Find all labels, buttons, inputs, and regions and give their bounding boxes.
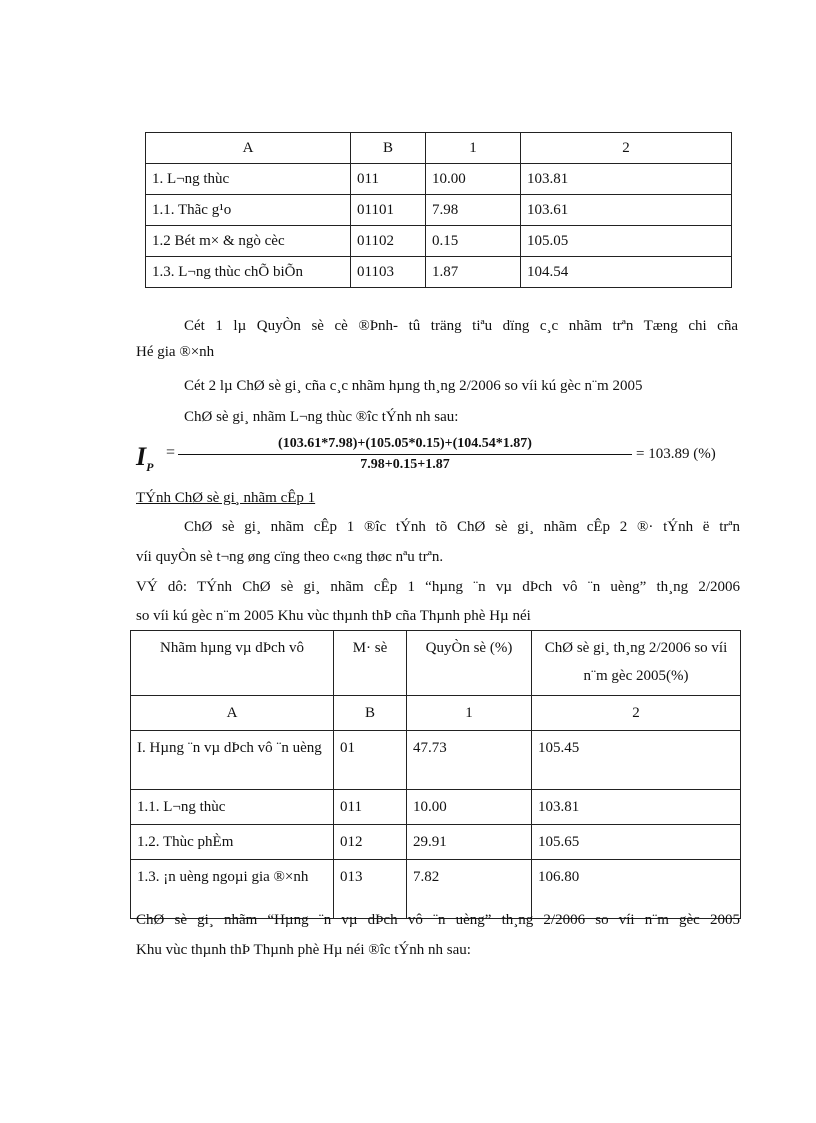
table-row: [146, 164, 732, 195]
formula-denominator: 7.98+0.15+1.87: [360, 457, 450, 472]
table-header-row: [131, 631, 741, 696]
paragraph-line: VÝ dô: TÝnh ChØ sè gi¸ nhãm cÊp 1 “hµng ¨n vµ dÞch vô ¨n uèng” th¸ng 2/2006: [136, 579, 740, 595]
header-cell: B: [334, 696, 407, 731]
equals-sign: =: [166, 444, 176, 461]
table-row: [146, 195, 732, 226]
table-cell: 106.80: [532, 860, 741, 919]
table-row: [146, 257, 732, 288]
header-cell: A: [146, 133, 351, 164]
table-cell: 1.3. ¡n uèng ngoµi gia ®×nh: [131, 860, 334, 919]
header-cell: 2: [532, 696, 741, 731]
table-cell: 011: [334, 790, 407, 825]
table-row: [146, 226, 732, 257]
table-cell: 013: [334, 860, 407, 919]
table-cell: 1.3. L¬ng thùc chÕ biÕn: [146, 257, 351, 288]
table-cell: 10.00: [426, 164, 521, 195]
table-cell: 103.81: [532, 790, 741, 825]
paragraph-line: Hé gia ®×nh: [136, 344, 215, 360]
table-cell: 47.73: [407, 731, 532, 790]
header-cell: B: [351, 133, 426, 164]
header-cell: M· sè: [334, 631, 407, 696]
header-cell: ChØ sè gi¸ th¸ng 2/2006 so víi n¨m gèc 2005(%): [532, 631, 741, 696]
table-cell: 29.91: [407, 825, 532, 860]
formula-result: = 103.89 (%): [636, 446, 716, 462]
paragraph-line: víi quyÒn sè t¬ng øng cïng theo c«ng thøc nªu trªn.: [136, 549, 444, 565]
table-cell: 01103: [351, 257, 426, 288]
header-cell: A: [131, 696, 334, 731]
table-cell: I. Hµng ¨n vµ dÞch vô ¨n uèng: [131, 731, 334, 790]
table-cell: 7.98: [426, 195, 521, 226]
table-cell: 01: [334, 731, 407, 790]
table-cell: 105.65: [532, 825, 741, 860]
table-cell: 105.05: [521, 226, 732, 257]
table-cell: 7.82: [407, 860, 532, 919]
paragraph-line: Khu vùc thµnh thÞ Thµnh phè Hµ néi ®îc tÝnh nh sau:: [136, 942, 471, 958]
table-row: [131, 790, 741, 825]
table-cell: 0.15: [426, 226, 521, 257]
table-cell: 01102: [351, 226, 426, 257]
table-subheader-row: [131, 696, 741, 731]
header-cell: 2: [521, 133, 732, 164]
price-index-table-grain: [145, 132, 732, 288]
table-cell: 1.87: [426, 257, 521, 288]
formula-numerator: (103.61*7.98)+(105.05*0.15)+(104.54*1.87): [178, 436, 632, 455]
header-cell: Nhãm hµng vµ dÞch vô: [131, 631, 334, 696]
paragraph-line: so víi kú gèc n¨m 2005 Khu vùc thµnh thÞ cña Thµnh phè Hµ néi: [136, 608, 531, 624]
paragraph-line: ChØ sè gi¸ nhãm cÊp 1 ®îc tÝnh tõ ChØ sè gi¸ nhãm cÊp 2 ®· tÝnh ë trªn: [184, 519, 740, 535]
table-row: [131, 731, 741, 790]
table-cell: 103.81: [521, 164, 732, 195]
paragraph-line: ChØ sè gi¸ nhãm L¬ng thùc ®îc tÝnh nh sau:: [184, 409, 459, 425]
table-cell: 104.54: [521, 257, 732, 288]
table-cell: 103.61: [521, 195, 732, 226]
table-cell: 1. L¬ng thùc: [146, 164, 351, 195]
table-cell: 011: [351, 164, 426, 195]
table-cell: 1.2 Bét m× & ngò cèc: [146, 226, 351, 257]
paragraph-line: Cét 2 lµ ChØ sè gi¸ cña c¸c nhãm hµng th¸ng 2/2006 so víi kú gèc n¨m 2005: [184, 378, 643, 394]
table-cell: 105.45: [532, 731, 741, 790]
table-cell: 1.2. Thùc phÈm: [131, 825, 334, 860]
header-cell: QuyÒn sè (%): [407, 631, 532, 696]
paragraph-line: ChØ sè gi¸ nhãm “Hµng ¨n vµ dÞch vô ¨n uèng” th¸ng 2/2006 so víi n¨m gèc 2005: [136, 912, 740, 928]
table-header-row: [146, 133, 732, 164]
header-cell: 1: [407, 696, 532, 731]
table-row: [131, 825, 741, 860]
header-cell: 1: [426, 133, 521, 164]
formula-lhs: $I_P$: [136, 442, 154, 475]
formula-fraction: [178, 436, 632, 473]
table-cell: 1.1. L¬ng thùc: [131, 790, 334, 825]
paragraph-line: Cét 1 lµ QuyÒn sè cè ®Þnh- tû träng tiªu dïng c¸c nhãm trªn Tæng chi cña: [184, 318, 738, 334]
price-index-formula: [136, 436, 736, 480]
table-cell: 012: [334, 825, 407, 860]
table-cell: 01101: [351, 195, 426, 226]
section-heading: TÝnh ChØ sè gi¸ nhãm cÊp 1: [136, 490, 316, 506]
table-cell: 1.1. Thãc g¹o: [146, 195, 351, 226]
price-index-table-food: [130, 630, 741, 919]
table-cell: 10.00: [407, 790, 532, 825]
